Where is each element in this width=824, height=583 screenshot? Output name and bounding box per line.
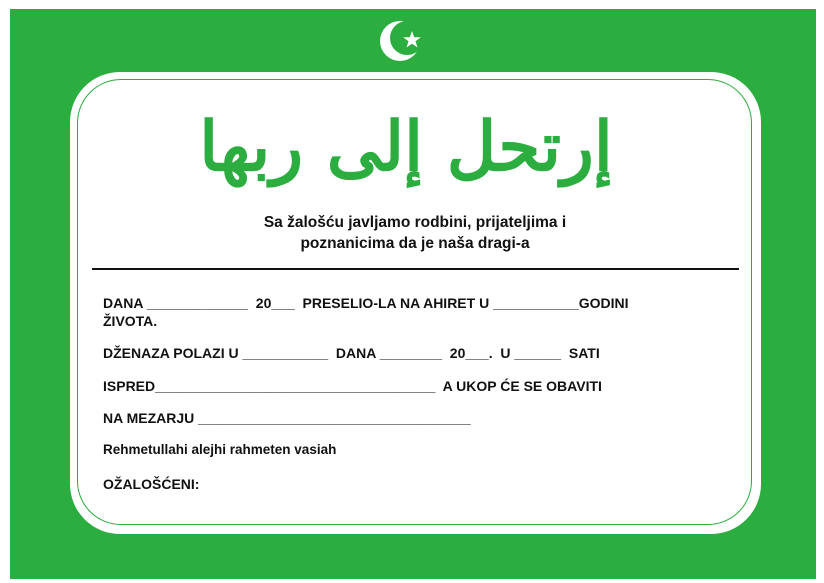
form-line-dzenaza: DŽENAZA POLAZI U ___________ DANA ________ 20___. U ______ SATI: [103, 345, 600, 361]
intro-text: [220, 212, 610, 254]
form-line-date-age-cont: ŽIVOTA.: [103, 313, 158, 329]
form-line-date-age: DANA _____________ 20___ PRESELIO-LA NA AHIRET U ___________GODINI: [103, 295, 629, 311]
calligraphy-text: إرتحل إلى ربها: [199, 107, 613, 187]
divider-line: [92, 268, 739, 270]
crescent-star-icon: [378, 17, 426, 65]
intro-line-1: Sa žalošću javljamo rodbini, prijateljima i: [263, 214, 567, 231]
arabic-calligraphy-title: [199, 92, 613, 200]
form-line-mezarje: NA MEZARJU ___________________________________: [103, 410, 471, 426]
form-line-prayer: Rehmetullahi alejhi rahmeten vasiah: [103, 442, 337, 457]
form-line-ispred: ISPRED____________________________________ A UKOP ĆE SE OBAVITI: [103, 378, 602, 394]
form-line-mourners: OŽALOŠĆENI:: [103, 476, 200, 492]
intro-line-2: poznanicima da je naša dragi-a: [300, 235, 530, 252]
